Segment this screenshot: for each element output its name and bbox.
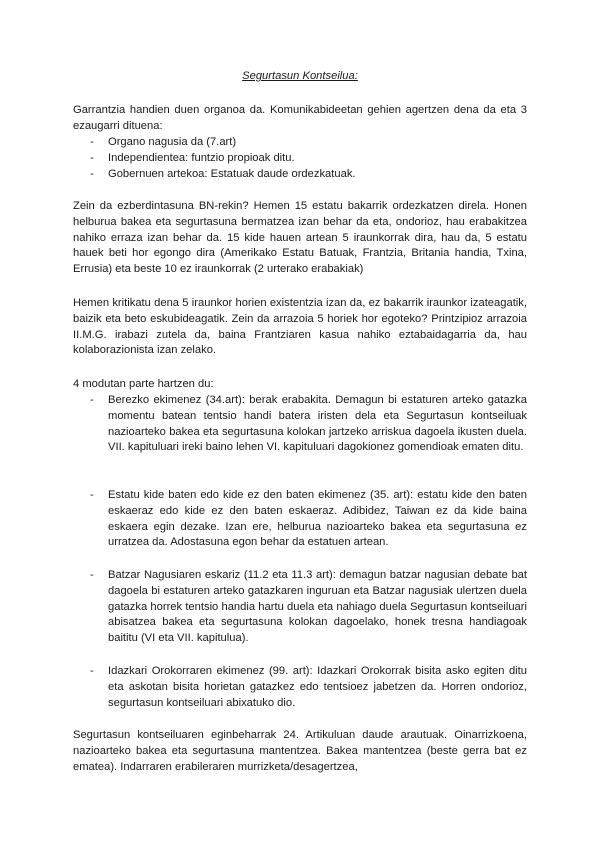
way-item: - Estatu kide baten edo kide ez den baten ekimenez (35. art): estatu kide den baten eskaeraz edo kide ez den baten eskaeraz. Adibidez, Taiwan ez da kide baina eskaera egin dezake. Izan ere, helburua nazioarteko bakea eta segurtasuna ez urratzea da. Adostasuna egon behar da estatuen artean. — [90, 489, 527, 549]
list-bullet: - — [90, 167, 94, 180]
difference-paragraph: Zein da ezberdintasuna BN-rekin? Hemen 15 estatu bakarrik ordezkatzen direla. Honen helburua bakea eta segurtasuna bermatzea izan behar da eta, ondorioz, hau erabakitzea nahiko erraza izan behar da. 15 kide hauen artean 5 iraunkorrak dira, hau da, 5 estatu hauek beti hor egongo dira (Amerikako Estatu Batuak, Frantzia, Britania handia, Txina, Errusia) eta beste 10 ez iraunkorrak (2 urterako erabakiak) — [73, 200, 527, 276]
list-bullet: - — [90, 151, 94, 164]
feature-item: - Organo nagusia da (7.art) — [73, 135, 527, 151]
list-bullet: - — [90, 489, 94, 501]
list-bullet: - — [90, 136, 94, 148]
ways-intro: 4 modutan parte hartzen du: — [73, 378, 214, 390]
way-item: - Berezko ekimenez (34.art): berak erabakita. Demagun bi estaturen arteko gatazka momentu batean tentsio handi batera iristen dela eta Segurtasun kontseiluak nazioarteko bakea eta segurtasuna kolokan jartzeko arriskua dagoela ikusten duela. VII. kapituluari ireki baino lehen VI. kapituluari dagokionez gomendioak ematen ditu. — [90, 394, 527, 454]
intro-paragraph: Garrantzia handien duen organoa da. Komunikabideetan gehien agertzen dena da eta 3 ezaugarri dituena: — [73, 104, 527, 132]
feature-item: - Gobernuen artekoa: Estatuak daude ordezkatuak. — [73, 167, 527, 183]
features-list — [73, 135, 527, 182]
document-title: Segurtasun Kontseilua: — [242, 70, 358, 82]
way-item: - Batzar Nagusiaren eskariz (11.2 eta 11.3 art): demagun batzar nagusian debate bat dagoela bi estaturen arteko gatazkaren inguruan eta Batzar nagusiak ulertzen duela gatazka horrek tentsio handia hartu duela eta nahiago duela Segurtasun kontseiluari abisatzea bakea eta segurtasuna kolokan dagoelako, honek tresna handiagoak baititu (VI eta VII. kapitulua). — [90, 569, 527, 645]
way-item: - Idazkari Orokorraren ekimenez (99. art): Idazkari Orokorrak bisita asko egiten ditu eta askotan bisita horietan gatazkez edo tentsioez jabetzen da. Horren ondorioz, segurtasun kontseiluari abixatuko dio. — [90, 665, 527, 709]
ways-list-3 — [73, 568, 527, 647]
ways-list-2 — [73, 488, 527, 551]
list-bullet: - — [90, 569, 94, 581]
list-bullet: - — [90, 665, 94, 677]
feature-item: - Independientea: funtzio propioak ditu. — [73, 151, 527, 167]
critique-paragraph: Hemen kritikatu dena 5 iraunkor horien existentzia izan da, ez bakarrik iraunkor izateagatik, baizik eta beto eskubideagatik. Zein da arrazoia 5 horiek hor egoteko? Printzipioz arrazoia II.M.G. irabazi zutela da, baina Frantziaren kasua nahiko eztabaidagarria da, hau kolaborazionista izan zelako. — [73, 297, 527, 357]
ways-list-4 — [73, 664, 527, 711]
ways-list — [73, 393, 527, 456]
list-bullet: - — [90, 394, 94, 406]
functions-paragraph: Segurtasun kontseiluaren eginbeharrak 24. Artikuluan daude arautuak. Oinarrizkoena, nazioarteko bakea eta segurtasuna mantentzea. Bakea mantentzea (beste gerra bat ez ematea). Indarraren erabileraren murrizketa/desagertzea, — [73, 729, 527, 773]
